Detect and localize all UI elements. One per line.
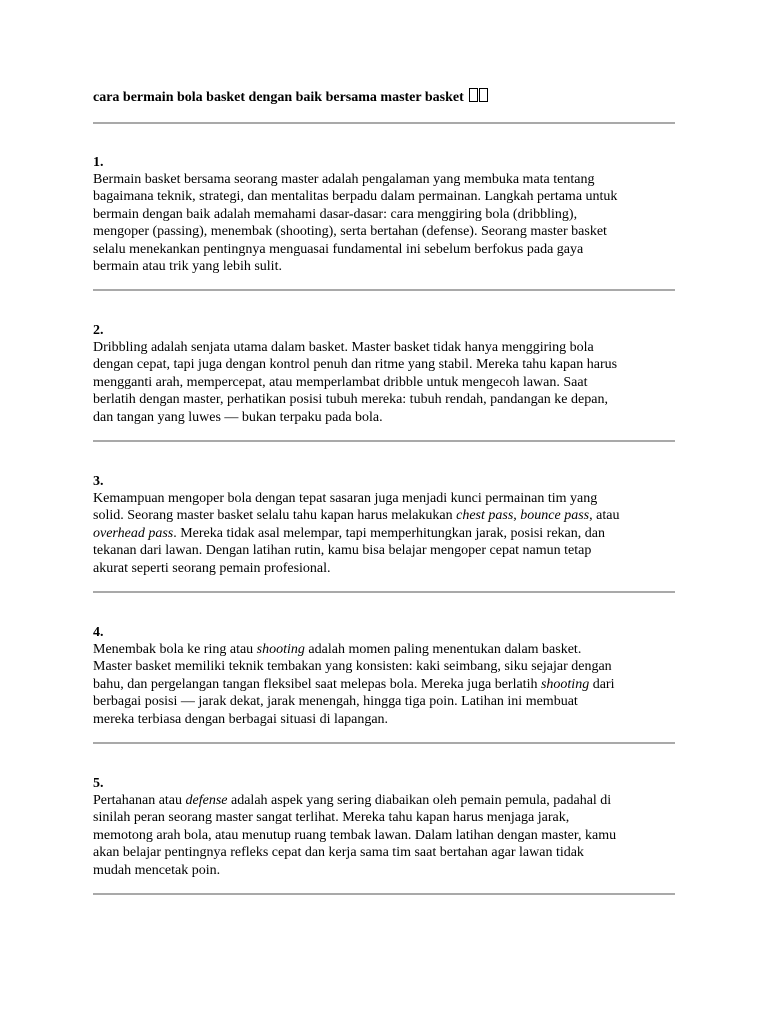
paragraph-text: bermain atau trik yang lebih sulit. — [93, 259, 282, 275]
paragraph-text: sinilah peran seorang master sangat terlihat. Mereka tahu kapan harus menjaga jarak, — [93, 810, 570, 826]
paragraph-text: Master basket memiliki teknik tembakan yang konsisten: kaki seimbang, siku sejajar dengan — [93, 659, 612, 675]
document-title-text: cara bermain bola basket dengan baik bersama master basket — [93, 90, 464, 105]
section-2 — [93, 322, 675, 426]
paragraph-text: bermain dengan baik adalah memahami dasar-dasar: cara menggiring bola (dribbling), — [93, 206, 578, 222]
section-number: 5. — [93, 776, 104, 791]
divider-rule — [93, 289, 675, 291]
divider-rule — [93, 122, 675, 124]
paragraph-text: , — [513, 508, 521, 524]
section-5 — [93, 775, 675, 879]
paragraph-text: akurat seperti seorang pemain profesional. — [93, 560, 331, 576]
divider-rule — [93, 893, 675, 895]
divider-rule — [93, 742, 675, 744]
section-paragraph — [93, 792, 675, 879]
section-paragraph — [93, 339, 675, 426]
paragraph-text: solid. Seorang master basket selalu tahu kapan harus melakukan — [93, 508, 457, 524]
paragraph-text: mengoper (passing), menembak (shooting), serta bertahan (defense). Seorang master basket — [93, 224, 607, 240]
paragraph-text: , atau — [589, 508, 620, 524]
section-paragraph — [93, 490, 675, 577]
divider-rule — [93, 591, 675, 593]
divider-rule — [93, 440, 675, 442]
paragraph-text: Menembak bola ke ring atau — [93, 642, 257, 657]
paragraph-text: Kemampuan mengoper bola dengan tepat sasaran juga menjadi kunci permainan tim yang — [93, 491, 598, 506]
missing-glyph-icon — [479, 88, 488, 102]
paragraph-text: bahu, dan pergelangan tangan fleksibel saat melepas bola. Mereka juga berlatih — [93, 676, 541, 692]
italic-term: shooting — [540, 676, 590, 692]
paragraph-text: adalah aspek yang sering diabaikan oleh pemain pemula, padahal di — [227, 793, 612, 808]
section-paragraph — [93, 641, 675, 728]
paragraph-text: mengganti arah, mempercepat, atau memperlambat dribble untuk mengecoh lawan. Saat — [93, 374, 588, 390]
paragraph-text: mereka terbiasa dengan berbagai situasi di lapangan. — [93, 711, 389, 727]
paragraph-text: Pertahanan atau — [93, 793, 186, 808]
section-paragraph — [93, 171, 675, 275]
italic-term: defense — [185, 793, 228, 808]
section-3 — [93, 473, 675, 577]
paragraph-text: dan tangan yang luwes — bukan terpaku pada bola. — [93, 409, 383, 425]
paragraph-text: Dribbling adalah senjata utama dalam basket. Master basket tidak hanya menggiring bola — [93, 340, 594, 355]
paragraph-text: dari — [589, 676, 615, 692]
paragraph-text: Bermain basket bersama seorang master adalah pengalaman yang membuka mata tentang — [93, 172, 595, 187]
italic-term: bounce pass — [520, 508, 590, 524]
paragraph-text: tekanan dari lawan. Dengan latihan rutin, kamu bisa belajar mengoper cepat namun tetap — [93, 543, 592, 559]
missing-glyph-icon — [469, 88, 478, 102]
section-number: 4. — [93, 625, 104, 640]
paragraph-text: selalu menekankan pentingnya menguasai fundamental ini sebelum berfokus pada gaya — [93, 241, 584, 257]
paragraph-text: berlatih dengan master, perhatikan posisi tubuh mereka: tubuh rendah, pandangan ke depan, — [93, 392, 608, 408]
section-1 — [93, 154, 675, 275]
paragraph-text: berbagai posisi — jarak dekat, jarak menengah, hingga tiga poin. Latihan ini membuat — [93, 694, 578, 710]
italic-term: chest pass — [456, 508, 514, 524]
italic-term: overhead pass — [93, 525, 174, 541]
document-title — [93, 88, 675, 107]
paragraph-text: memotong arah bola, atau menutup ruang tembak lawan. Dalam latihan dengan master, kamu — [93, 827, 617, 843]
paragraph-text: dengan cepat, tapi juga dengan kontrol penuh dan ritme yang stabil. Mereka tahu kapan harus — [93, 357, 618, 373]
section-number: 2. — [93, 323, 104, 338]
paragraph-text: mudah mencetak poin. — [93, 862, 221, 878]
paragraph-text: . Mereka tidak asal melempar, tapi memperhitungkan jarak, posisi rekan, dan — [173, 525, 605, 541]
paragraph-text: akan belajar pentingnya refleks cepat dan kerja sama tim saat bertahan agar lawan tidak — [93, 845, 584, 861]
italic-term: shooting — [256, 642, 305, 657]
section-number: 3. — [93, 474, 104, 489]
section-number: 1. — [93, 155, 104, 170]
paragraph-text: adalah momen paling menentukan dalam basket. — [304, 642, 582, 657]
paragraph-text: bagaimana teknik, strategi, dan mentalitas berpadu dalam permainan. Langkah pertama untuk — [93, 189, 618, 205]
section-4 — [93, 624, 675, 728]
